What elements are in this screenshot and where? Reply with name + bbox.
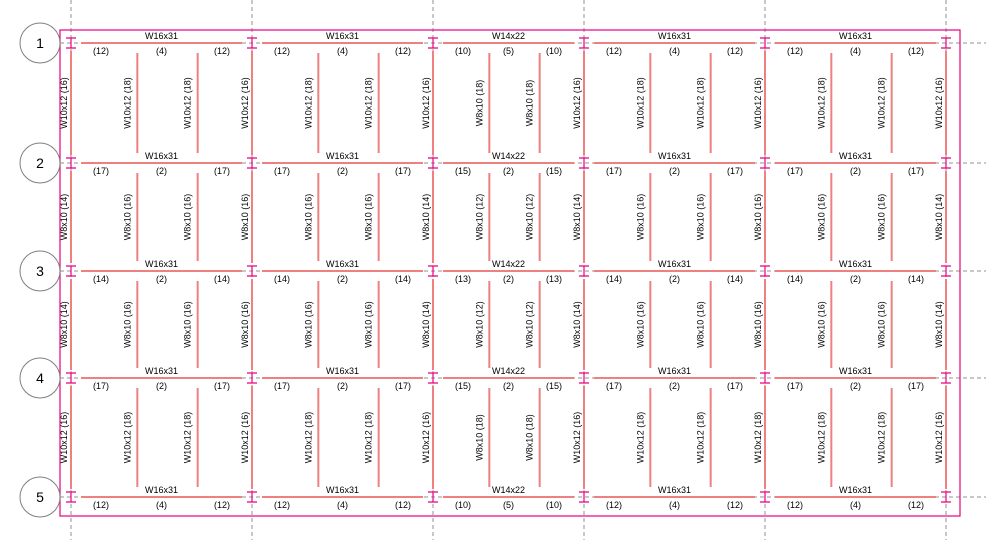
column-line-beam-label: W8x10 (14) xyxy=(934,193,944,241)
infill-beam-label: W8x10 (12) xyxy=(524,193,535,241)
stud-count-label: (4) xyxy=(337,500,348,510)
stud-count-label: (12) xyxy=(605,500,623,510)
steel-column-icon[interactable] xyxy=(428,38,438,48)
stud-count-label: (2) xyxy=(503,166,514,176)
stud-count-label: (17) xyxy=(213,166,231,176)
stud-count-label: (4) xyxy=(669,500,680,510)
stud-count-label: (17) xyxy=(907,166,925,176)
column-line-beam-label: W8x10 (14) xyxy=(59,301,69,348)
stud-count-label: (14) xyxy=(213,274,231,284)
stud-count-label: (4) xyxy=(156,500,167,510)
stud-count-label: (12) xyxy=(213,500,231,510)
stud-count-label: (2) xyxy=(503,381,514,391)
stud-count-label: (14) xyxy=(786,274,804,284)
girder-label: W16x31 xyxy=(144,151,179,161)
stud-count-label: (5) xyxy=(503,500,514,510)
infill-beam-label: W8x10 (18) xyxy=(524,414,535,461)
infill-beam-label: W8x10 (12) xyxy=(474,301,485,348)
stud-count-label: (13) xyxy=(545,274,563,284)
stud-count-label: (2) xyxy=(337,166,348,176)
stud-count-label: (14) xyxy=(605,274,623,284)
stud-count-label: (15) xyxy=(545,381,563,391)
infill-beam-label: W10x12 (18) xyxy=(363,77,374,129)
steel-column-icon[interactable] xyxy=(247,492,257,502)
infill-beam-label: W8x10 (16) xyxy=(816,193,827,241)
grid-bubble-label: 3 xyxy=(36,263,44,279)
grid-bubble-label: 1 xyxy=(36,35,44,51)
grid-bubble-label: 2 xyxy=(36,155,44,171)
stud-count-label: (4) xyxy=(850,46,861,56)
girder-label: W16x31 xyxy=(657,485,692,495)
girder-label: W16x31 xyxy=(144,31,179,41)
stud-count-label: (2) xyxy=(156,166,167,176)
infill-beam-label: W8x10 (16) xyxy=(182,301,193,348)
girder-label: W16x31 xyxy=(838,485,873,495)
stud-count-label: (17) xyxy=(273,166,291,176)
column-line-beam-label: W8x10 (16) xyxy=(753,301,763,348)
infill-beam-label: W8x10 (16) xyxy=(122,193,133,241)
girder-label: W14x22 xyxy=(491,31,526,41)
girder-label: W16x31 xyxy=(325,366,360,376)
girder-label: W16x31 xyxy=(144,485,179,495)
grid-bubble-label: 4 xyxy=(36,370,44,386)
stud-count-label: (2) xyxy=(156,381,167,391)
infill-beam-label: W10x12 (18) xyxy=(695,77,706,129)
infill-beam-label: W10x12 (18) xyxy=(876,411,887,464)
girder-label: W16x31 xyxy=(325,259,360,269)
infill-beam-label: W8x10 (16) xyxy=(182,193,193,241)
stud-count-label: (12) xyxy=(726,500,744,510)
infill-beam-label: W8x10 (16) xyxy=(122,301,133,348)
steel-column-icon[interactable] xyxy=(428,158,438,168)
column-line-beam-label: W10x12 (16) xyxy=(240,77,250,129)
stud-count-label: (15) xyxy=(454,166,472,176)
stud-count-label: (12) xyxy=(92,46,110,56)
stud-count-label: (4) xyxy=(850,500,861,510)
stud-count-label: (12) xyxy=(726,46,744,56)
stud-count-label: (14) xyxy=(92,274,110,284)
infill-beam-label: W8x10 (16) xyxy=(876,193,887,241)
stud-count-label: (17) xyxy=(786,381,804,391)
column-line-beam-label: W10x12 (18) xyxy=(753,411,763,464)
column-line-beam-label: W10x12 (16) xyxy=(421,77,431,129)
column-line-beam-label: W8x10 (14) xyxy=(59,193,69,241)
stud-count-label: (17) xyxy=(605,381,623,391)
stud-count-label: (2) xyxy=(337,274,348,284)
stud-count-label: (17) xyxy=(213,381,231,391)
stud-count-label: (2) xyxy=(850,166,861,176)
infill-beam-label: W8x10 (18) xyxy=(524,79,535,127)
column-line-beam-label: W10x12 (16) xyxy=(934,77,944,129)
stud-count-label: (12) xyxy=(605,46,623,56)
steel-column-icon[interactable] xyxy=(247,373,257,383)
grid-bubble-label: 5 xyxy=(36,489,44,505)
column-line-beam-label: W8x10 (14) xyxy=(934,301,944,348)
stud-count-label: (17) xyxy=(394,166,412,176)
girder-label: W16x31 xyxy=(838,366,873,376)
infill-beam-label: W8x10 (16) xyxy=(695,301,706,348)
infill-beam-label: W10x12 (18) xyxy=(182,77,193,129)
infill-beam-label: W10x12 (18) xyxy=(635,411,646,464)
girder-label: W14x22 xyxy=(491,366,526,376)
infill-beam-label: W8x10 (16) xyxy=(303,301,314,348)
infill-beam-label: W10x12 (18) xyxy=(122,411,133,464)
girder-label: W16x31 xyxy=(657,259,692,269)
infill-beam-label: W10x12 (18) xyxy=(182,411,193,464)
column-line-beam-label: W8x10 (14) xyxy=(421,301,431,348)
stud-count-label: (12) xyxy=(213,46,231,56)
stud-count-label: (17) xyxy=(394,381,412,391)
column-line-beam-label: W10x12 (16) xyxy=(572,77,582,129)
column-line-beam-label: W10x12 (16) xyxy=(753,77,763,129)
stud-count-label: (14) xyxy=(726,274,744,284)
infill-beam-label: W8x10 (12) xyxy=(524,301,535,348)
steel-column-icon[interactable] xyxy=(428,373,438,383)
grid-bubble[interactable] xyxy=(20,23,60,63)
stud-count-label: (12) xyxy=(786,46,804,56)
steel-column-icon[interactable] xyxy=(428,266,438,276)
infill-beam-label: W10x12 (18) xyxy=(816,411,827,464)
girder-label: W16x31 xyxy=(657,366,692,376)
stud-count-label: (12) xyxy=(786,500,804,510)
steel-column-icon[interactable] xyxy=(247,38,257,48)
girder-label: W14x22 xyxy=(491,151,526,161)
infill-beam-label: W8x10 (16) xyxy=(876,301,887,348)
infill-beam-label: W10x12 (18) xyxy=(303,77,314,129)
infill-beam-label: W10x12 (18) xyxy=(876,77,887,129)
infill-beam-label: W8x10 (12) xyxy=(474,193,485,241)
steel-column-icon[interactable] xyxy=(247,158,257,168)
grid-bubble[interactable] xyxy=(20,143,60,183)
grid-bubble[interactable] xyxy=(20,477,60,517)
stud-count-label: (4) xyxy=(337,46,348,56)
girder-label: W16x31 xyxy=(838,151,873,161)
stud-count-label: (5) xyxy=(503,46,514,56)
column-line-beam-label: W8x10 (14) xyxy=(572,193,582,241)
infill-beam-label: W10x12 (18) xyxy=(303,411,314,464)
stud-count-label: (17) xyxy=(786,166,804,176)
infill-beam-label: W10x12 (18) xyxy=(363,411,374,464)
girder-label: W16x31 xyxy=(838,31,873,41)
stud-count-label: (10) xyxy=(545,46,563,56)
stud-count-label: (2) xyxy=(850,381,861,391)
infill-beam-label: W8x10 (16) xyxy=(635,301,646,348)
girder-label: W16x31 xyxy=(144,259,179,269)
girder-label: W16x31 xyxy=(144,366,179,376)
column-line-beam-label: W10x12 (16) xyxy=(421,411,431,464)
stud-count-label: (14) xyxy=(273,274,291,284)
girder-label: W14x22 xyxy=(491,259,526,269)
girder-label: W14x22 xyxy=(491,485,526,495)
infill-beam-label: W8x10 (18) xyxy=(474,79,485,127)
girder-label: W16x31 xyxy=(325,485,360,495)
stud-count-label: (14) xyxy=(394,274,412,284)
infill-beam-label: W8x10 (16) xyxy=(363,301,374,348)
column-line-beam-label: W10x12 (16) xyxy=(59,77,69,129)
stud-count-label: (17) xyxy=(907,381,925,391)
stud-count-label: (12) xyxy=(273,500,291,510)
column-line-beam-label: W10x12 (16) xyxy=(934,411,944,464)
stud-count-label: (12) xyxy=(273,46,291,56)
stud-count-label: (13) xyxy=(454,274,472,284)
column-line-beam-label: W10x12 (16) xyxy=(59,411,69,464)
girder-label: W16x31 xyxy=(657,31,692,41)
stud-count-label: (12) xyxy=(394,500,412,510)
stud-count-label: (10) xyxy=(454,500,472,510)
stud-count-label: (15) xyxy=(545,166,563,176)
infill-beam-label: W8x10 (16) xyxy=(816,301,827,348)
stud-count-label: (4) xyxy=(156,46,167,56)
stud-count-label: (12) xyxy=(907,500,925,510)
stud-count-label: (17) xyxy=(273,381,291,391)
column-line-beam-label: W8x10 (14) xyxy=(421,193,431,241)
infill-beam-label: W8x10 (16) xyxy=(695,193,706,241)
stud-count-label: (12) xyxy=(907,46,925,56)
stud-count-label: (2) xyxy=(850,274,861,284)
stud-count-label: (15) xyxy=(454,381,472,391)
stud-count-label: (2) xyxy=(156,274,167,284)
steel-column-icon[interactable] xyxy=(247,266,257,276)
infill-beam-label: W8x10 (18) xyxy=(474,414,485,461)
girder-label: W16x31 xyxy=(325,151,360,161)
stud-count-label: (2) xyxy=(669,166,680,176)
column-line-beam-label: W10x12 (16) xyxy=(572,411,582,464)
grid-bubble[interactable] xyxy=(20,358,60,398)
stud-count-label: (12) xyxy=(92,500,110,510)
stud-count-label: (17) xyxy=(605,166,623,176)
girder-label: W16x31 xyxy=(657,151,692,161)
column-line-beam-label: W8x10 (16) xyxy=(240,301,250,348)
girder-label: W16x31 xyxy=(325,31,360,41)
stud-count-label: (2) xyxy=(669,274,680,284)
girder-label: W16x31 xyxy=(838,259,873,269)
column-line-beam-label: W10x12 (16) xyxy=(240,411,250,464)
column-line-beam-label: W8x10 (16) xyxy=(753,193,763,241)
stud-count-label: (4) xyxy=(669,46,680,56)
stud-count-label: (17) xyxy=(92,166,110,176)
grid-bubble[interactable] xyxy=(20,251,60,291)
steel-column-icon[interactable] xyxy=(428,492,438,502)
stud-count-label: (2) xyxy=(503,274,514,284)
stud-count-label: (14) xyxy=(907,274,925,284)
stud-count-label: (10) xyxy=(545,500,563,510)
stud-count-label: (17) xyxy=(92,381,110,391)
infill-beam-label: W10x12 (18) xyxy=(122,77,133,129)
stud-count-label: (2) xyxy=(337,381,348,391)
infill-beam-label: W10x12 (18) xyxy=(816,77,827,129)
infill-beam-label: W10x12 (18) xyxy=(695,411,706,464)
stud-count-label: (12) xyxy=(394,46,412,56)
stud-count-label: (10) xyxy=(454,46,472,56)
column-line-beam-label: W8x10 (14) xyxy=(572,301,582,348)
infill-beam-label: W10x12 (18) xyxy=(635,77,646,129)
infill-beam-label: W8x10 (16) xyxy=(303,193,314,241)
stud-count-label: (17) xyxy=(726,166,744,176)
infill-beam-label: W8x10 (16) xyxy=(635,193,646,241)
stud-count-label: (2) xyxy=(669,381,680,391)
infill-beam-label: W8x10 (16) xyxy=(363,193,374,241)
stud-count-label: (17) xyxy=(726,381,744,391)
column-line-beam-label: W8x10 (16) xyxy=(240,193,250,241)
